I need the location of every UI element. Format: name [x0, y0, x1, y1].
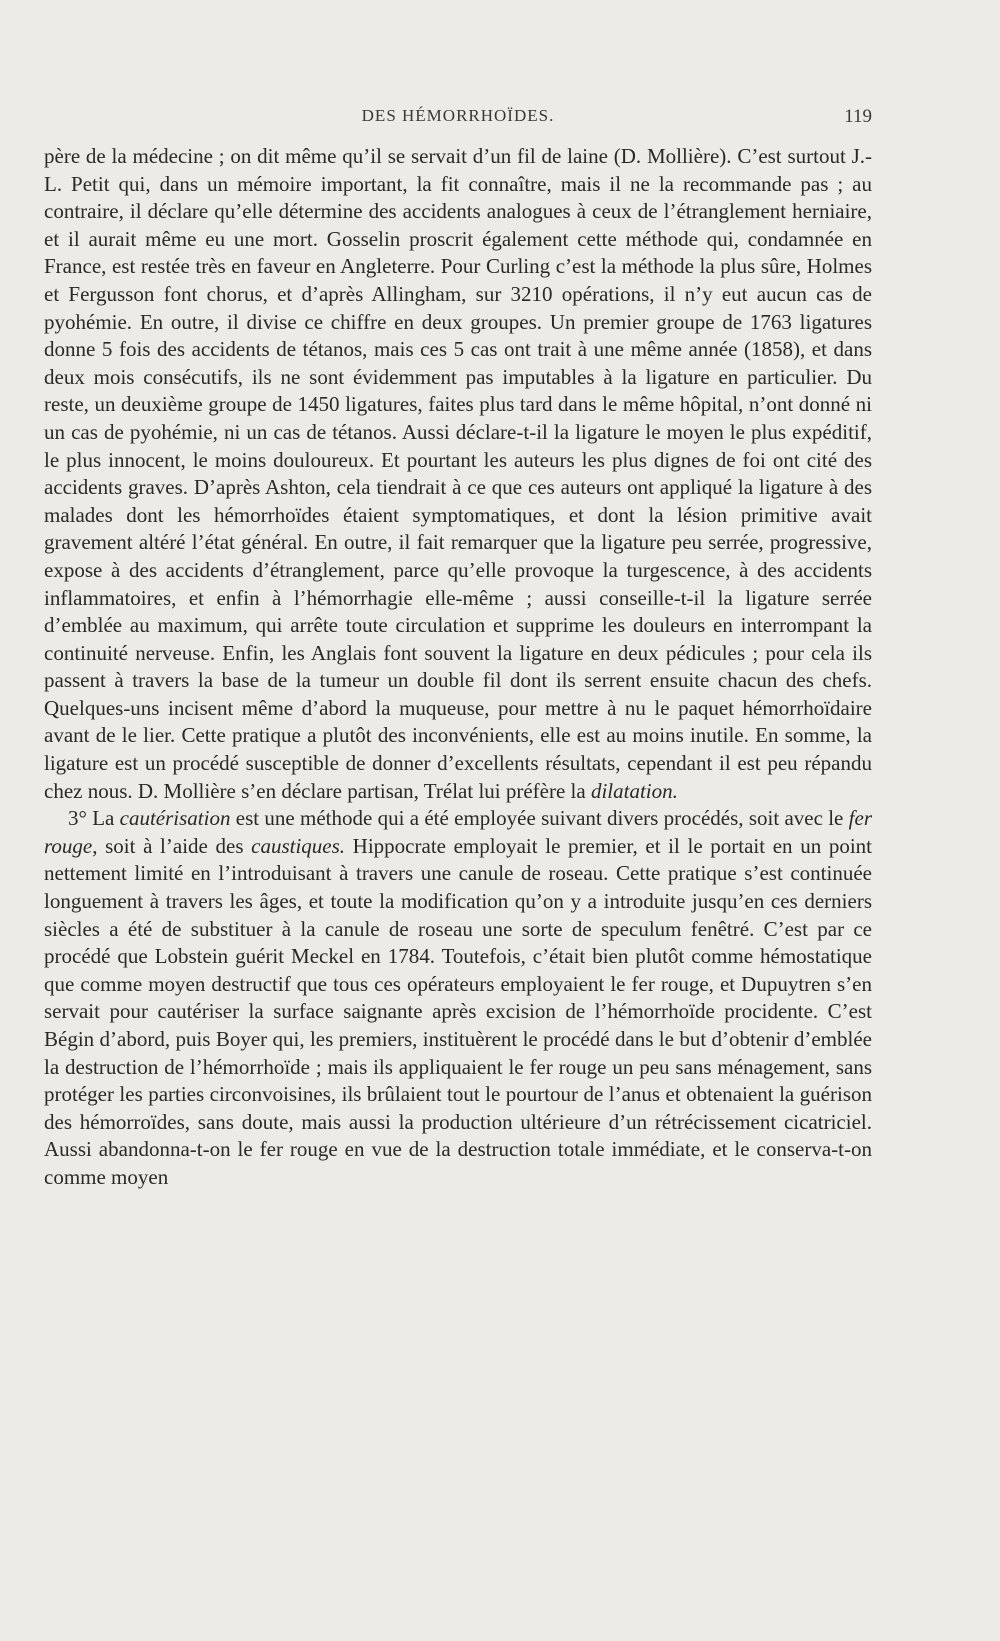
text-run: est une méthode qui a été employée suivant divers procédés, soit avec le [230, 806, 849, 831]
italic-term-cauterisation: cautérisation [119, 806, 231, 831]
text-run: père de la médecine ; on dit même qu’il se servait d’un fil de laine (D. Mollière). C’est surtout J.-L. Petit qui, dans un mémoire important, la fit connaître, mais il ne la recommande pas ; au contraire, il déclare qu’elle détermine des accidents analogues à ceux de l’étranglement herniaire, et il aurait même eu une mort. Gosselin proscrit également cette méthode qui, condamnée en France, est restée très en faveur en Angleterre. Pour Curling c’est la méthode la plus sûre, Holmes et Fergusson font chorus, et d’après Allingham, sur 3210 opérations, il n’y eut aucun cas de pyohémie. En outre, il divise ce chiffre en deux groupes. Un premier groupe de 1763 ligatures donne 5 fois des accidents de tétanos, mais ces 5 cas ont trait à une même année (1858), et dans deux mois consécutifs, ils ne sont évidemment pas imputables à la ligature en particulier. Du reste, un deuxième groupe de 1450 ligatures, faites plus tard dans le même hôpital, n’ont donné ni un cas de pyohémie, ni un cas de tétanos. Aussi déclare-t-il la ligature le moyen le plus expéditif, le plus innocent, le moins douloureux. Et pourtant les auteurs les plus dignes de foi ont cité des accidents graves. D’après Ashton, cela tiendrait à ce que ces auteurs ont appliqué la ligature à des malades dont les hémorrhoïdes étaient symptomatiques, et dont la lésion primitive avait gravement altéré l’état général. En outre, il fait remarquer que la ligature peu serrée, progressive, expose à des accidents d’étranglement, parce qu’elle provoque la turgescence, à des accidents inflammatoires, et enfin à l’hémorrhagie elle-même ; aussi conseille-t-il la ligature serrée d’emblée au maximum, qui arrête toute circulation et supprime les douleurs en interrompant la continuité nerveuse. Enfin, les Anglais font souvent la ligature en deux pédicules ; pour cela ils passent à travers la base de la tumeur un double fil dont ils serrent ensuite chacun des chefs. Quelques-uns incisent même d’abord la muqueuse, pour mettre à nu le paquet hémorrhoïdaire avant de le lier. Cette pratique a plutôt des inconvénients, elle est au moins inutile. En somme, la ligature est un procédé susceptible de donner d’excellents résultats, cependant il est peu répandu chez nous. D. Mollière s’en déclare partisan, Trélat lui préfère la [44, 144, 872, 803]
running-title: DES HÉMORRHOÏDES. [361, 106, 555, 125]
text-run: 3° La [68, 806, 120, 831]
text-run: Hippocrate employait le premier, et il le portait en un point nettement limité en l’introduisant à travers une canule de roseau. Cette pratique s’est continuée longuement à travers les âges, et toute la modification qu’on y a introduite jusqu’en ces derniers siècles a été de substituer à la canule de roseau une sorte de speculum fenêtré. C’est par ce procédé que Lobstein guérit Meckel en 1784. Toutefois, c’était bien plutôt comme hémostatique que comme moyen destructif que tous ces opérateurs employaient le fer rouge, et Dupuytren s’en servait pour cautériser la surface saignante après excision de l’hémorrhoïde procidente. C’est Bégin d’abord, puis Boyer qui, les premiers, instituèrent le procédé dans le but d’obtenir d’emblée la destruction de l’hémorrhoïde ; mais ils appliquaient le fer rouge un peu sans ménagement, sans protéger les parties circonvoisines, ils brûlaient tout le pourtour de l’anus et obtenaient la guérison des hémorroïdes, sans doute, mais aussi la production ultérieure d’un rétrécissement cicatriciel. Aussi abandonna-t-on le fer rouge en vue de la destruction totale immédiate, et le conserva-t-on comme moyen [44, 833, 873, 1189]
page-header [44, 106, 872, 134]
italic-term-caustiques: caustiques. [251, 833, 346, 858]
italic-term-fer-rouge: fer rouge [44, 806, 872, 858]
text-run: , soit à l’aide des [92, 833, 252, 858]
page-number: 119 [844, 106, 872, 127]
paragraph-ligature [44, 143, 872, 805]
italic-term-dilatation: dilatation. [590, 778, 678, 803]
paragraph-cauterisation [44, 805, 872, 1191]
body-text [44, 143, 872, 1192]
